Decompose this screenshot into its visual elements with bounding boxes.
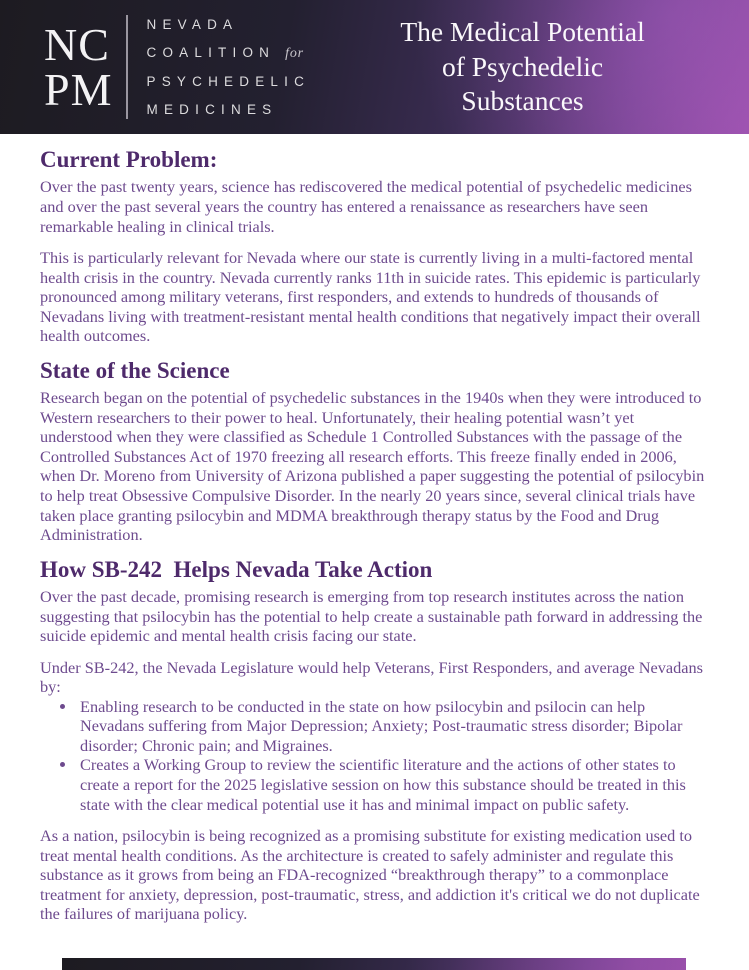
current-problem-paragraph-1: Over the past twenty years, science has rediscovered the medical potential of psychedelic medicines and over the past several years the country has entered a renaissance as researchers have seen remarkable healing in clinical trials.: [40, 177, 692, 236]
sb242-bullet-1: • Enabling research to be conducted in the state on how psilocybin and psilocin can help Nevadans suffering from Major Depression; Anxiety; Post-traumatic stress disorder; Bipolar disorder; Chronic pain; and Migraines.: [77, 697, 708, 756]
section-heading-state-of-science: State of the Science: [40, 357, 230, 383]
logo-monogram-line1: NC: [44, 18, 110, 70]
state-of-science-paragraph: Research began on the potential of psychedelic substances in the 1940s when they were introduced to Western researchers to their power to heal. Unfortunately, their healing potential wasn’t yet understood when they were classified as Schedule 1 Controlled Substances with the passage of the Controlled Substances Act of 1970 freezing all research efforts. This freeze finally ended in 2006, when Dr. Moreno from University of Arizona published a paper suggesting the potential of psilocybin to help treat Obsessive Compulsive Disorder. In the nearly 20 years since, several clinical trials have taken place granting psilocybin and MDMA breakthrough therapy status by the Food and Drug Administration.: [40, 388, 705, 545]
document-title-line3: Substances: [461, 85, 584, 117]
sb242-paragraph-3: As a nation, psilocybin is being recognized as a promising substitute for existing medication used to treat mental health conditions. As the architecture is created to safely administer and regulate this substance as it grows from being an FDA-recognized “breakthrough therapy” to a commonplace treatment for anxiety, depression, post-traumatic, stress, and addiction it's critical we do not duplicate the failures of marijuana policy.: [40, 826, 700, 924]
current-problem-paragraph-2: This is particularly relevant for Nevada where our state is currently living in a multi-factored mental health crisis in the country. Nevada currently ranks 11th in suicide rates. This epidemic is particularly pronounced among military veterans, first responders, and extends to hundreds of thousands of Nevadans living with treatment-resistant mental health conditions that negatively impact their overall health outcomes.: [40, 248, 701, 346]
sb242-paragraph-1: Over the past decade, promising research is emerging from top research institutes across the nation suggesting that psilocybin has the potential to help create a sustainable path forward in addressing the suicide epidemic and mental health crisis facing our state.: [40, 587, 703, 646]
org-name-line2-main: COALITION: [146, 44, 276, 60]
sb242-bullet-2: • Creates a Working Group to review the scientific literature and the actions of other states to create a report for the 2025 legislative session on how this substance should be treated in this state with the clear medical potential use it has and minimal impact on public safety.: [77, 755, 708, 814]
org-name-line1: NEVADA: [146, 16, 239, 32]
sb242-paragraph-2: Under SB-242, the Nevada Legislature would help Veterans, First Responders, and average Nevadans by:: [40, 657, 703, 697]
footer-gradient-bar: [62, 958, 686, 970]
org-name-line2: [146, 46, 310, 61]
ncpm-logo: [44, 15, 310, 119]
section-heading-current-problem: Current Problem:: [40, 147, 218, 172]
org-wordmark: [146, 18, 310, 117]
org-name-for: for: [285, 45, 304, 61]
logo-divider: [126, 15, 128, 119]
document-body: [0, 134, 748, 924]
org-name-line4: MEDICINES: [146, 102, 278, 117]
sb242-bullet-list: [40, 697, 708, 814]
document-title-line2: of Psychedelic: [441, 50, 604, 82]
document-title-line1: The Medical Potential: [400, 16, 645, 48]
section-heading-sb242: How SB-242 Helps Nevada Take Action: [40, 556, 433, 582]
document-title: [310, 15, 749, 119]
org-name-line3: PSYCHEDELIC: [146, 74, 311, 89]
logo-monogram-line2: PM: [44, 64, 113, 115]
logo-monogram: [44, 18, 113, 115]
header-banner: [0, 0, 749, 134]
